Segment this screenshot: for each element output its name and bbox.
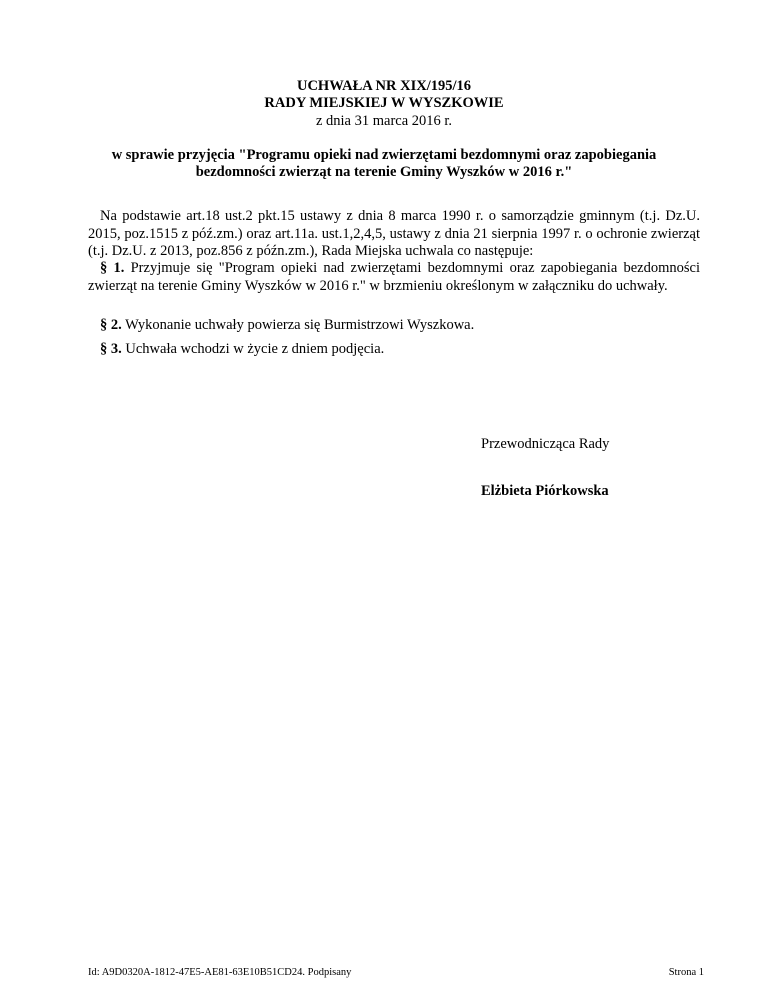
legal-basis-paragraph: Na podstawie art.18 ust.2 pkt.15 ustawy z dnia 8 marca 1990 r. o samorządzie gminnym (t.j. Dz.U. 2015, poz.1515 z póź.zm.) oraz art.11a. ust.1,2,4,5, ustawy z dnia 21 sierpnia 1997 r. o ochronie zwierząt (t.j. Dz.U. z 2013, poz.856 z późn.zm.), Rada Miejska uchwala co następuje: — [88, 208, 700, 259]
subject-line-1: w sprawie przyjęcia "Programu opieki nad zwierzętami bezdomnymi oraz zapobiegania — [111, 147, 657, 163]
section-1 — [88, 260, 700, 295]
resolution-number: UCHWAŁA NR XIX/195/16 — [296, 78, 471, 94]
signature-role: Przewodnicząca Rady — [481, 436, 610, 452]
document-id: Id: A9D0320A-1812-47E5-AE81-63E10B51CD24. Podpisany — [88, 967, 352, 978]
resolution-date: z dnia 31 marca 2016 r. — [315, 113, 453, 129]
page-number: Strona 1 — [668, 967, 704, 978]
resolution-subject — [90, 147, 678, 181]
signature-name: Elżbieta Piórkowska — [481, 483, 609, 499]
section-3-text: Uchwała wchodzi w życie z dniem podjęcia. — [121, 341, 385, 357]
subject-line-2: bezdomności zwierząt na terenie Gminy Wyszków w 2016 r." — [195, 164, 573, 180]
section-3 — [88, 341, 700, 359]
issuing-body: RADY MIEJSKIEJ W WYSZKOWIE — [264, 95, 504, 111]
section-1-text: Przyjmuje się "Program opieki nad zwierzętami bezdomnymi oraz zapobiegania bezdomności zwierząt na terenie Gminy Wyszków w 2016 r." w brzmieniu określonym w załączniku do uchwały. — [88, 260, 700, 294]
section-2-label: § 2. — [100, 317, 122, 333]
section-3-label: § 3. — [100, 341, 122, 357]
section-1-label: § 1. — [100, 260, 125, 276]
section-2-text: Wykonanie uchwały powierza się Burmistrzowi Wyszkowa. — [121, 317, 475, 333]
section-2 — [88, 317, 700, 335]
